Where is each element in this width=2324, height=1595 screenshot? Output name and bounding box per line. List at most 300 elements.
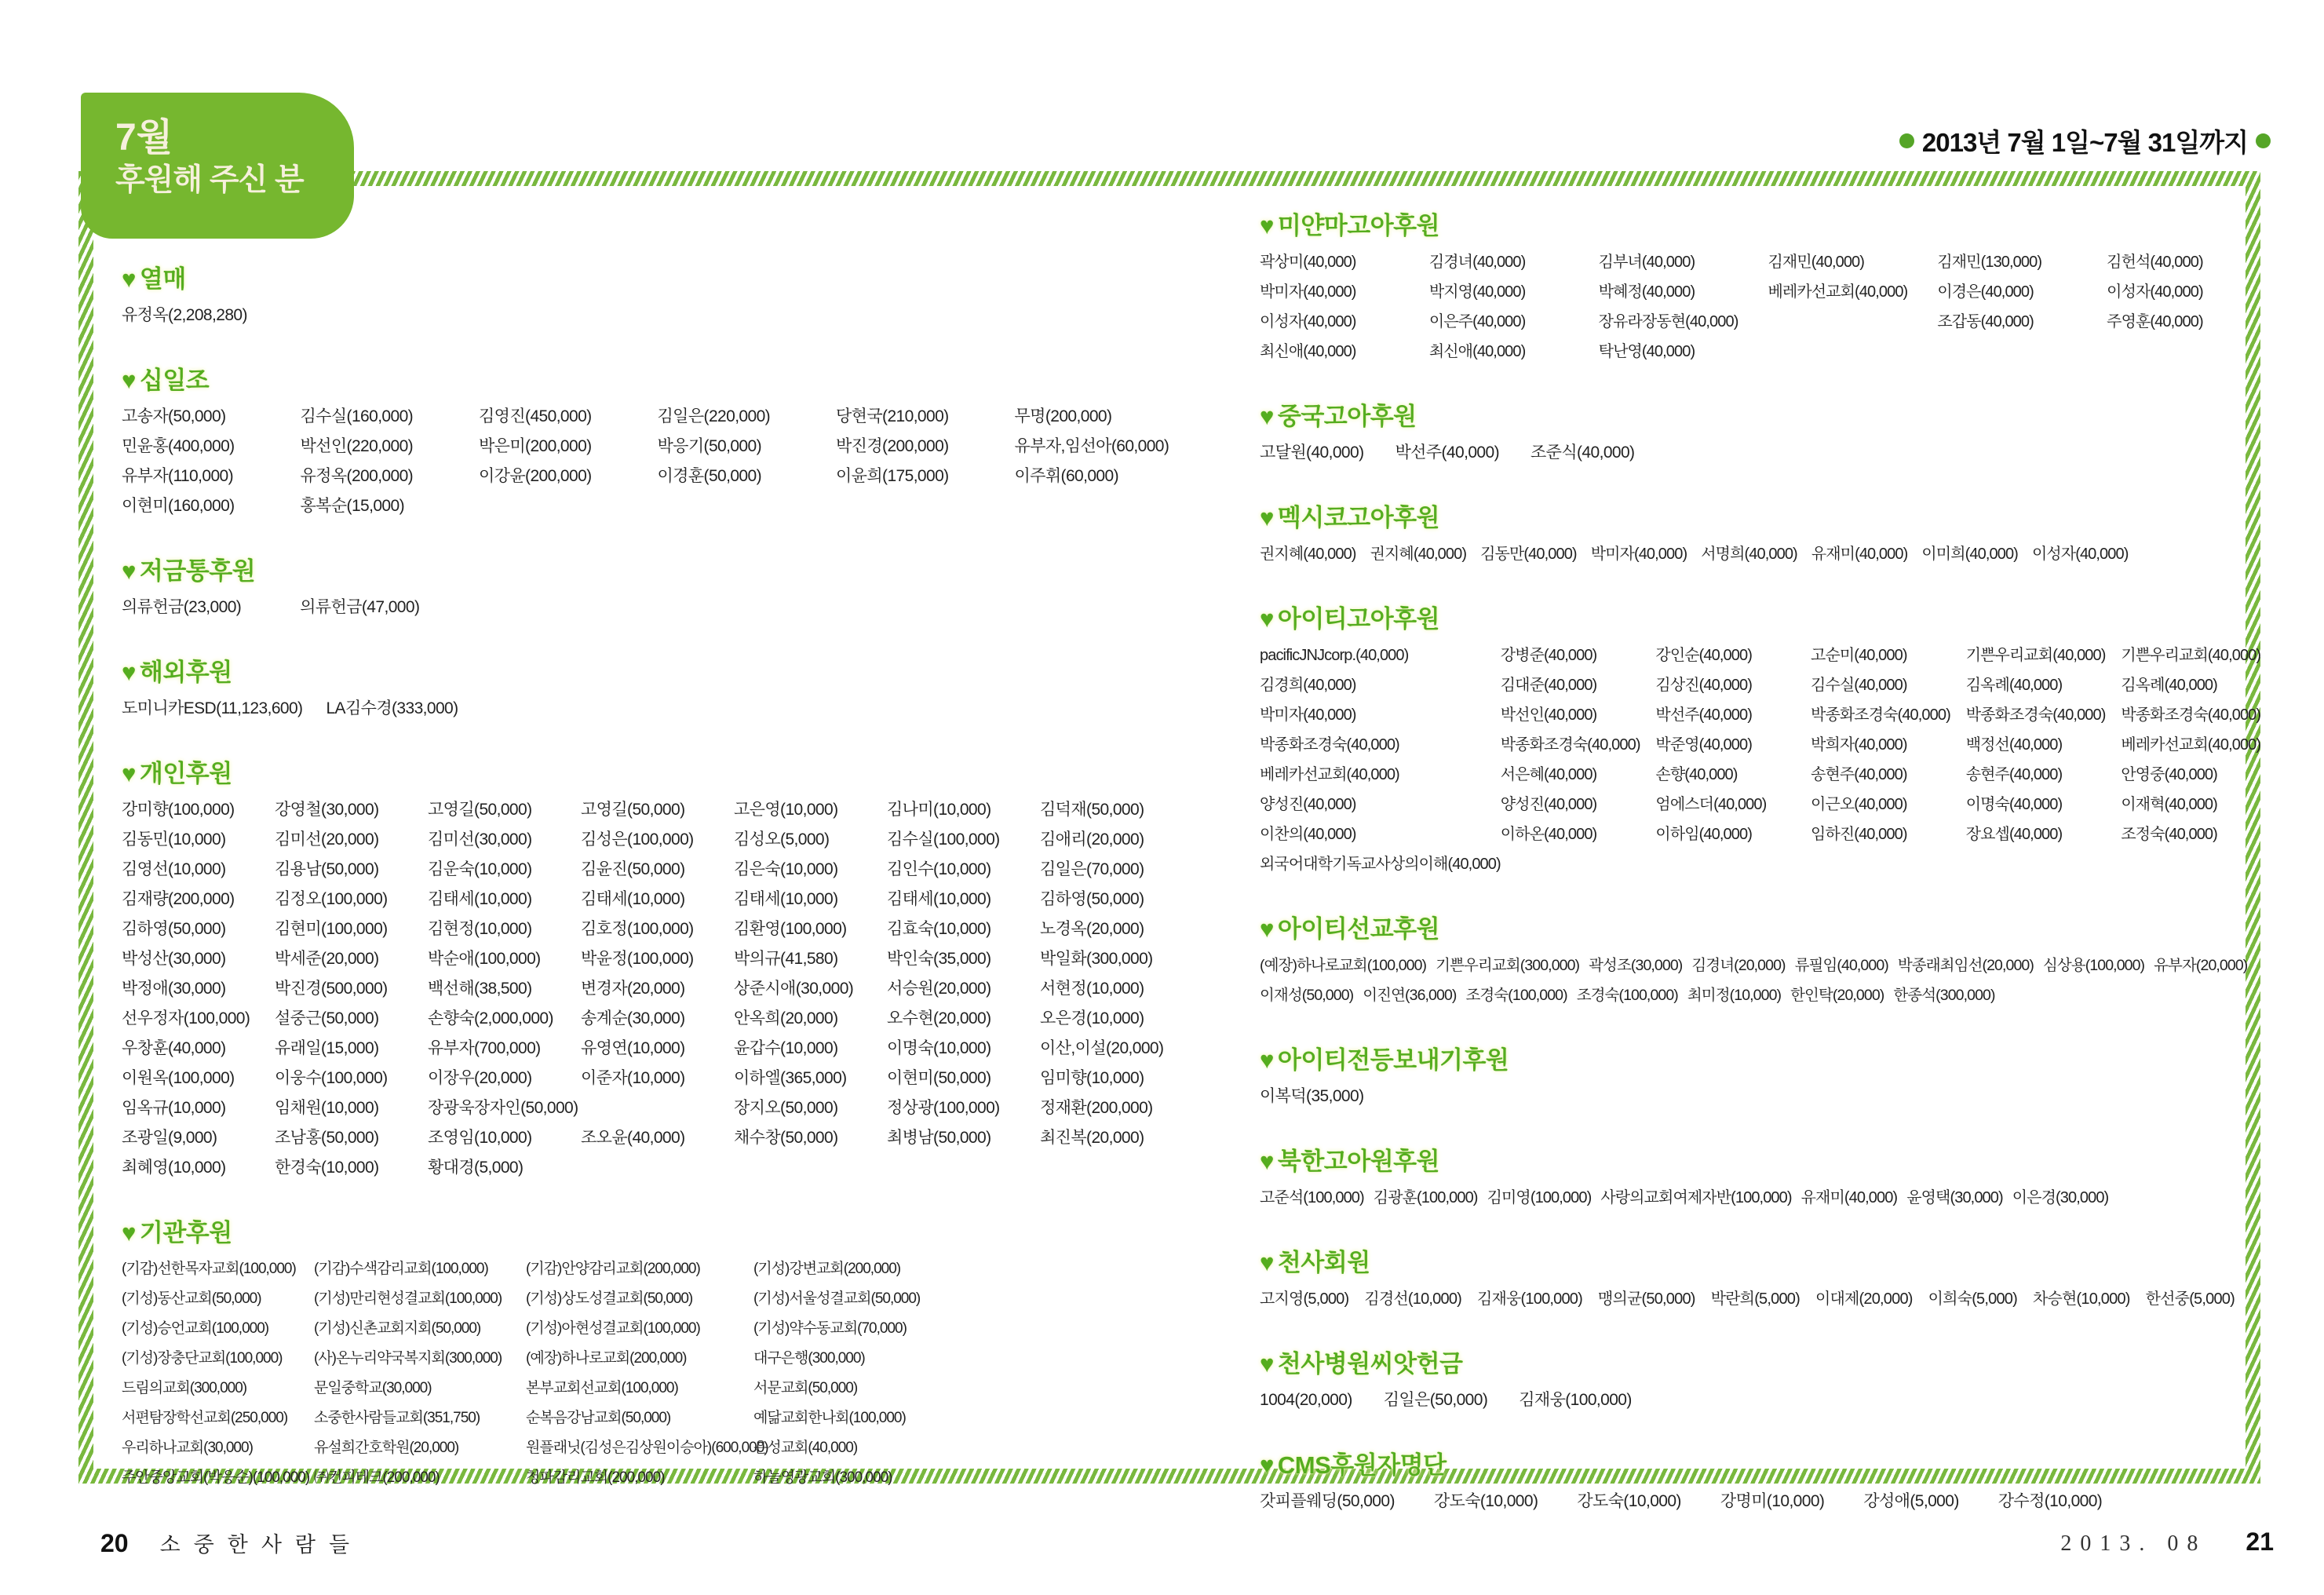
donor-item: 이윤희(175,000) <box>836 467 949 485</box>
donor-item: (기성)강변교회(200,000) <box>753 1261 901 1277</box>
donor-item: 오수현(20,000) <box>887 1009 991 1027</box>
donor-list <box>1260 438 2276 468</box>
donor-list <box>1260 641 2276 879</box>
donor-item: 유설희간호학원(20,000) <box>314 1440 459 1456</box>
donor-item: 박선인(220,000) <box>300 437 414 455</box>
section-title: ♥ 기관후원 <box>122 1219 232 1246</box>
donor-item: 이주휘(60,000) <box>1014 467 1118 485</box>
donor-item: 홍복순(15,000) <box>300 497 404 515</box>
donor-item: 박희자(40,000) <box>1811 736 1907 754</box>
donor-item: 박종화조경숙(40,000) <box>2121 706 2261 724</box>
donor-item: (예장)하나로교회(100,000) <box>1260 957 1427 974</box>
donor-item: 베레카선교회(40,000) <box>1260 766 1399 783</box>
donor-item: 김재웅(100,000) <box>1519 1391 1632 1409</box>
donor-item: 강수정(10,000) <box>1997 1492 2103 1510</box>
donor-item: 이웅수(100,000) <box>275 1069 388 1087</box>
donor-item: 김영진(450,000) <box>479 407 592 425</box>
magazine-title: 소중한사람들 <box>159 1533 363 1557</box>
donation-section <box>122 652 1193 724</box>
donor-item: 김정오(100,000) <box>275 890 388 908</box>
donor-item: 박종화조경숙(40,000) <box>1965 706 2106 724</box>
donor-item: 대구은행(300,000) <box>753 1350 865 1367</box>
donor-item: 임옥규(10,000) <box>122 1099 226 1117</box>
donor-item: 백정선(40,000) <box>1965 736 2063 754</box>
heart-icon: ♥ <box>122 265 136 293</box>
donor-item: 서문교회(50,000) <box>753 1380 858 1396</box>
heart-icon: ♥ <box>1260 403 1274 430</box>
donor-item: 김은숙(10,000) <box>734 860 838 878</box>
donor-item: 윤영택(30,000) <box>1906 1189 2003 1206</box>
donor-item: 윤갑수(10,000) <box>734 1039 838 1057</box>
donor-item: 채수창(50,000) <box>734 1129 838 1147</box>
donor-item: 안영중(40,000) <box>2121 766 2217 783</box>
donor-item: 심상용(100,000) <box>2042 957 2145 974</box>
donor-item: 이강윤(200,000) <box>479 467 592 485</box>
donor-item: 김부녀(40,000) <box>1598 254 1695 271</box>
donor-item: 강영철(30,000) <box>275 801 379 819</box>
heart-icon: ♥ <box>1260 1451 1274 1479</box>
donor-list <box>1260 1284 2276 1314</box>
donor-item: 이산,이설(20,000) <box>1040 1039 1164 1057</box>
donor-item: 강미향(100,000) <box>122 801 235 819</box>
donor-item: 청파감리교회(200,000) <box>526 1469 665 1486</box>
donor-item: 박의규(41,580) <box>734 950 838 968</box>
donor-item: 장광욱장자인(50,000) <box>428 1099 578 1117</box>
donor-item: 차승현(10,000) <box>2032 1290 2130 1308</box>
donor-item: 유부자(700,000) <box>428 1039 541 1057</box>
donor-item: 은성교회(40,000) <box>753 1440 858 1456</box>
donor-item: 박선인(40,000) <box>1500 706 1597 724</box>
donor-item: 이명숙(40,000) <box>1965 796 2063 813</box>
donor-list <box>122 1254 1193 1493</box>
section-title: ♥ 천사병원씨앗헌금 <box>1260 1350 1463 1378</box>
donation-section <box>1260 396 2276 468</box>
donor-list <box>1260 539 2276 569</box>
donor-item: 이대제(20,000) <box>1815 1290 1913 1308</box>
right-column <box>1260 206 2276 1546</box>
section-title: ♥ 해외후원 <box>122 659 232 686</box>
donor-item: 김하영(50,000) <box>1040 890 1144 908</box>
donor-item: 김헌석(40,000) <box>2107 254 2203 271</box>
donor-item: 하늘영광교회(300,000) <box>753 1469 892 1486</box>
donor-list <box>1260 1385 2276 1415</box>
donor-item: 김윤진(50,000) <box>581 860 685 878</box>
donor-item: (기성)약수동교회(70,000) <box>753 1320 907 1337</box>
donor-item: 장요셉(40,000) <box>1965 826 2063 843</box>
donor-item: 이경훈(50,000) <box>657 467 761 485</box>
donor-item: 조영임(10,000) <box>428 1129 532 1147</box>
donor-item: 원플래닛(김성은김상원이승아)(600,000) <box>526 1440 768 1456</box>
donor-item: 조경숙(100,000) <box>1576 987 1678 1004</box>
donor-item: 황대경(5,000) <box>428 1159 524 1177</box>
section-title: ♥ 북한고아원후원 <box>1260 1148 1440 1175</box>
donor-item: 강성애(5,000) <box>1863 1492 1959 1510</box>
section-title: ♥ 아이티선교후원 <box>1260 915 1440 943</box>
heart-icon: ♥ <box>1260 1046 1274 1074</box>
donor-item: 엄에스더(40,000) <box>1655 796 1767 813</box>
donor-item: 조갑동(40,000) <box>1937 313 2034 330</box>
donor-item: (사)온누리약국복지회(300,000) <box>314 1350 502 1367</box>
donor-item: 민윤홍(400,000) <box>122 437 235 455</box>
donor-item: 김경선(10,000) <box>1364 1290 1461 1308</box>
donation-section <box>122 1213 1193 1493</box>
section-title: ♥ 개인후원 <box>122 760 232 787</box>
donor-item: 유재미(40,000) <box>1800 1189 1898 1206</box>
donor-item: 김옥례(40,000) <box>1965 677 2063 694</box>
donor-item: 기쁜우리교회(300,000) <box>1436 957 1580 974</box>
donor-item: 문일중학교(30,000) <box>314 1380 432 1396</box>
donor-list <box>1260 951 2276 1010</box>
donor-item: 강인순(40,000) <box>1655 647 1752 664</box>
donor-item: 이하임(40,000) <box>1655 826 1752 843</box>
donor-item: 의류헌금(47,000) <box>300 598 420 616</box>
donor-item: 유영연(10,000) <box>581 1039 685 1057</box>
section-title: ♥ 십일조 <box>122 367 210 394</box>
donor-item: 갓피플웨딩(50,000) <box>1260 1492 1395 1510</box>
donor-item: 이근오(40,000) <box>1811 796 1907 813</box>
donor-item: 최병남(50,000) <box>887 1129 991 1147</box>
donor-item: 김현미(100,000) <box>275 920 388 938</box>
donor-list <box>122 593 1193 622</box>
donor-item: 본부교회선교회(100,000) <box>526 1380 678 1396</box>
donor-item: 류필임(40,000) <box>1794 957 1888 974</box>
donor-item: 김일은(50,000) <box>1383 1391 1488 1409</box>
section-title: ♥ 저금통후원 <box>122 557 256 585</box>
donor-list <box>1260 1183 2276 1213</box>
donor-item: 외국어대학기독교사상의이해(40,000) <box>1260 856 1501 873</box>
donor-item: 한선중(5,000) <box>2145 1290 2235 1308</box>
donor-item: (기성)신촌교회지회(50,000) <box>314 1320 481 1337</box>
donor-item: 고영길(50,000) <box>581 801 685 819</box>
donor-item: 이장우(20,000) <box>428 1069 532 1087</box>
donor-item: 유정옥(2,208,280) <box>122 306 247 324</box>
section-title: ♥ 아이티전등보내기후원 <box>1260 1046 1509 1074</box>
donor-item: 김용남(50,000) <box>275 860 379 878</box>
donor-item: 우리하나교회(30,000) <box>122 1440 253 1456</box>
donor-item: (기성)서울성결교회(50,000) <box>753 1290 921 1307</box>
donation-section <box>1260 599 2276 879</box>
donor-item: 안옥희(20,000) <box>734 1009 838 1027</box>
heart-icon: ♥ <box>1260 1148 1274 1175</box>
donor-item: 선우정자(100,000) <box>122 1009 250 1027</box>
bullet-icon <box>1899 133 1914 148</box>
donor-item: 김성오(5,000) <box>734 830 830 849</box>
donor-item: 박일화(300,000) <box>1040 950 1153 968</box>
donor-item: 장유라장동현(40,000) <box>1598 313 1738 330</box>
donor-item: 김옥례(40,000) <box>2121 677 2217 694</box>
donor-list <box>122 694 1193 724</box>
heart-icon: ♥ <box>1260 212 1274 239</box>
donor-item: 이원옥(100,000) <box>122 1069 235 1087</box>
donor-item: 조경숙(100,000) <box>1465 987 1567 1004</box>
section-title: ♥ CMS후원자명단 <box>1260 1451 1447 1479</box>
donor-item: 김덕재(50,000) <box>1040 801 1144 819</box>
donor-item: 우창훈(40,000) <box>122 1039 226 1057</box>
donor-item: 송현주(40,000) <box>1965 766 2063 783</box>
donor-item: 김상진(40,000) <box>1655 677 1752 694</box>
page-number-right: 21 <box>2246 1527 2274 1556</box>
donor-item: (기성)만리현성결교회(100,000) <box>314 1290 502 1307</box>
donor-item: 박선주(40,000) <box>1395 443 1499 462</box>
donor-item: LA김수경(333,000) <box>326 699 458 717</box>
donor-list <box>1260 1487 2276 1517</box>
donor-item: 최진복(20,000) <box>1040 1129 1144 1147</box>
donor-item: 변경자(20,000) <box>581 980 685 998</box>
donor-item: 박진경(500,000) <box>275 980 388 998</box>
section-title: ♥ 멕시코고아후원 <box>1260 504 1440 531</box>
donor-item: 송계순(30,000) <box>581 1009 685 1027</box>
heart-icon: ♥ <box>1260 1350 1274 1378</box>
heart-icon: ♥ <box>1260 915 1274 943</box>
donor-list <box>122 402 1193 521</box>
donor-item: 박종화조경숙(40,000) <box>1500 736 1640 754</box>
donor-item: 최미정(10,000) <box>1687 987 1782 1004</box>
donor-item: 김나미(10,000) <box>887 801 991 819</box>
issue-date: 2013. 08 <box>2060 1531 2207 1556</box>
donor-item: 이성자(40,000) <box>2031 546 2129 563</box>
donation-section <box>1260 1445 2276 1517</box>
donor-item: 1004(20,000) <box>1260 1391 1352 1409</box>
donor-item: ㈜컨피테크(200,000) <box>314 1469 440 1486</box>
donor-item: pacificJNJcorp.(40,000) <box>1260 647 1409 664</box>
donation-section <box>122 259 1193 330</box>
donor-item: 유부자,임선아(60,000) <box>1014 437 1169 455</box>
date-range <box>1899 122 2271 159</box>
donor-item: 김운숙(10,000) <box>428 860 532 878</box>
page-title: 후원해 주신 분 <box>115 163 304 197</box>
donor-item: 곽성조(30,000) <box>1589 957 1683 974</box>
donor-item: 김수실(160,000) <box>300 407 414 425</box>
donor-item: 박란희(5,000) <box>1710 1290 1800 1308</box>
donor-item: 강도숙(10,000) <box>1577 1492 1681 1510</box>
donor-item: 김호정(100,000) <box>581 920 694 938</box>
donor-item: 도미니카ESD(11,123,600) <box>122 699 303 717</box>
donor-list <box>1260 247 2276 367</box>
donor-item: 이희숙(5,000) <box>1928 1290 2017 1308</box>
donation-section <box>1260 206 2276 367</box>
donor-item: 김영선(10,000) <box>122 860 226 878</box>
section-title: ♥ 천사회원 <box>1260 1249 1370 1276</box>
donor-item: 박은미(200,000) <box>479 437 592 455</box>
donor-item: (기감)수색감리교회(100,000) <box>314 1261 488 1277</box>
donor-item: 유부자(20,000) <box>2154 957 2248 974</box>
donor-item: 강명미(10,000) <box>1720 1492 1825 1510</box>
donor-item: 김재량(200,000) <box>122 890 235 908</box>
section-title: ♥ 아이티고아후원 <box>1260 605 1440 633</box>
donor-item: 박윤정(100,000) <box>581 950 694 968</box>
donor-item: (기감)안양감리교회(200,000) <box>526 1261 700 1277</box>
donor-item: 김미선(30,000) <box>428 830 532 849</box>
donor-item: 손향(40,000) <box>1655 766 1738 783</box>
donor-item: 한종석(300,000) <box>1893 987 1995 1004</box>
donor-item: 박혜정(40,000) <box>1598 283 1695 301</box>
donor-item: 이찬의(40,000) <box>1260 826 1356 843</box>
donor-item: (기성)장충단교회(100,000) <box>122 1350 283 1367</box>
donor-item: (기성)아현성결교회(100,000) <box>526 1320 700 1337</box>
donation-section <box>1260 1344 2276 1415</box>
donor-item: 노경옥(20,000) <box>1040 920 1144 938</box>
donor-item: 한인탁(20,000) <box>1790 987 1884 1004</box>
donor-item: 무명(200,000) <box>1014 407 1112 425</box>
donor-item: 김동만(40,000) <box>1480 546 1577 563</box>
donor-item: 박미자(40,000) <box>1590 546 1687 563</box>
donor-item: 베레카선교회(40,000) <box>1768 283 1908 301</box>
donor-item: 장지오(50,000) <box>734 1099 838 1117</box>
donor-item: 이성자(40,000) <box>1260 313 1356 330</box>
donor-item: 김태세(10,000) <box>887 890 991 908</box>
donor-item: 의류헌금(23,000) <box>122 598 242 616</box>
donor-item: 김환영(100,000) <box>734 920 847 938</box>
donor-item: 강도숙(10,000) <box>1433 1492 1538 1510</box>
donor-item: 이미희(40,000) <box>1921 546 2018 563</box>
donor-item: 김태세(10,000) <box>428 890 532 908</box>
donor-item: 이준자(10,000) <box>581 1069 685 1087</box>
donor-item: 김재웅(100,000) <box>1477 1290 1582 1308</box>
donor-item: 주영훈(40,000) <box>2107 313 2203 330</box>
donor-item: 조오윤(40,000) <box>581 1129 685 1147</box>
donor-item: 조정숙(40,000) <box>2121 826 2217 843</box>
month-label: 7월 <box>115 117 173 159</box>
donor-item: 박종래최임선(20,000) <box>1897 957 2034 974</box>
donor-item: 이은경(30,000) <box>2012 1189 2109 1206</box>
donor-list <box>122 795 1193 1183</box>
donor-item: 이명숙(10,000) <box>887 1039 991 1057</box>
donor-item: 강병준(40,000) <box>1500 647 1597 664</box>
donor-item: 백선해(38,500) <box>428 980 532 998</box>
donation-section <box>1260 909 2276 1010</box>
donor-list <box>122 301 1193 330</box>
donor-item: 김재민(130,000) <box>1937 254 2042 271</box>
donor-item: 기쁜우리교회(40,000) <box>1965 647 2106 664</box>
donor-item: 탁난영(40,000) <box>1598 343 1695 360</box>
donor-item: 김미선(20,000) <box>275 830 379 849</box>
donor-item: 조준식(40,000) <box>1530 443 1635 462</box>
donor-item: 이진연(36,000) <box>1363 987 1457 1004</box>
footer-left <box>100 1527 363 1558</box>
donor-item: 고은영(10,000) <box>734 801 838 819</box>
donor-item: 서현정(10,000) <box>1040 980 1144 998</box>
donor-item: 양성진(40,000) <box>1260 796 1356 813</box>
donor-item: 김경희(40,000) <box>1260 677 1356 694</box>
donor-item: 김수실(40,000) <box>1811 677 1907 694</box>
donor-item: 박세준(20,000) <box>275 950 379 968</box>
donation-section <box>1260 498 2276 569</box>
donor-item: 박진경(200,000) <box>836 437 949 455</box>
donor-item: (기성)동산교회(50,000) <box>122 1290 261 1307</box>
donor-item: 맹의균(50,000) <box>1597 1290 1695 1308</box>
donor-item: 이성자(40,000) <box>2107 283 2203 301</box>
donor-item: 드림의교회(300,000) <box>122 1380 247 1396</box>
donor-item: 김경녀(20,000) <box>1691 957 1786 974</box>
donor-item: 베레카선교회(40,000) <box>2121 736 2261 754</box>
donor-item: 이재혁(40,000) <box>2121 796 2217 813</box>
donor-item: 당현국(210,000) <box>836 407 949 425</box>
donor-item: (기성)상도성결교회(50,000) <box>526 1290 693 1307</box>
donor-item: 임미향(10,000) <box>1040 1069 1144 1087</box>
donor-item: 이하엘(365,000) <box>734 1069 847 1087</box>
page-number-left: 20 <box>100 1529 129 1557</box>
donor-item: 권지혜(40,000) <box>1260 546 1356 563</box>
heart-icon: ♥ <box>122 760 136 787</box>
donor-item: 조광일(9,000) <box>122 1129 217 1147</box>
donor-item: 김애리(20,000) <box>1040 830 1144 849</box>
donor-item: 김태세(10,000) <box>734 890 838 908</box>
donor-item: 김동민(10,000) <box>122 830 226 849</box>
heart-icon: ♥ <box>122 367 136 394</box>
donor-item: 최신애(40,000) <box>1428 343 1526 360</box>
month-title-box <box>81 93 354 239</box>
donor-item: 임채원(10,000) <box>275 1099 379 1117</box>
donor-item: 이현미(160,000) <box>122 497 235 515</box>
donor-item: 김광훈(100,000) <box>1373 1189 1478 1206</box>
donor-item: 양성진(40,000) <box>1500 796 1597 813</box>
donor-list <box>1260 1082 2276 1111</box>
donor-item: 박종화조경숙(40,000) <box>1811 706 1950 724</box>
donor-item: 유부자(110,000) <box>122 467 233 485</box>
footer-right <box>2060 1527 2274 1557</box>
donor-item: 박미자(40,000) <box>1260 283 1356 301</box>
donor-item: 김일은(70,000) <box>1040 860 1144 878</box>
donor-item: 김하영(50,000) <box>122 920 226 938</box>
donor-item: 사랑의교회여제자반(100,000) <box>1600 1189 1792 1206</box>
donor-item: 이현미(50,000) <box>887 1069 991 1087</box>
donation-section <box>122 360 1193 521</box>
donor-item: 주안중앙교회(박응순)(100,000) <box>122 1469 310 1486</box>
donor-item: 김성은(100,000) <box>581 830 694 849</box>
donor-item: 고순미(40,000) <box>1811 647 1907 664</box>
donor-item: 김대준(40,000) <box>1500 677 1597 694</box>
donor-item: 한경숙(10,000) <box>275 1159 379 1177</box>
donor-item: 송현주(40,000) <box>1811 766 1907 783</box>
donor-item: 이은주(40,000) <box>1428 313 1526 330</box>
donor-item: 박인숙(35,000) <box>887 950 991 968</box>
donor-item: 김일은(220,000) <box>657 407 771 425</box>
donor-item: 곽상미(40,000) <box>1260 254 1356 271</box>
donor-item: 고영길(50,000) <box>428 801 532 819</box>
section-title: ♥ 중국고아후원 <box>1260 403 1417 430</box>
donor-item: 박정애(30,000) <box>122 980 226 998</box>
bullet-icon <box>2256 133 2271 148</box>
donor-item: 이재성(50,000) <box>1260 987 1354 1004</box>
donor-item: 김현정(10,000) <box>428 920 532 938</box>
donor-item: 최혜영(10,000) <box>122 1159 226 1177</box>
donor-item: 김태세(10,000) <box>581 890 685 908</box>
donor-item: 김미영(100,000) <box>1487 1189 1592 1206</box>
donor-item: 서은혜(40,000) <box>1500 766 1597 783</box>
donor-item: 임하진(40,000) <box>1811 826 1907 843</box>
donor-item: 김수실(100,000) <box>887 830 1000 849</box>
donor-item: 서승원(20,000) <box>887 980 991 998</box>
donor-item: 박순애(100,000) <box>428 950 541 968</box>
donor-item: 상준시애(30,000) <box>734 980 854 998</box>
donor-item: 정재환(200,000) <box>1040 1099 1153 1117</box>
donor-item: 유정옥(200,000) <box>300 467 414 485</box>
donor-item: 최신애(40,000) <box>1260 343 1356 360</box>
heart-icon: ♥ <box>122 1219 136 1246</box>
donor-item: 고달원(40,000) <box>1260 443 1364 462</box>
donor-item: 조남홍(50,000) <box>275 1129 379 1147</box>
donor-item: 김재민(40,000) <box>1768 254 1865 271</box>
donor-item: 서편탐장학선교회(250,000) <box>122 1410 288 1426</box>
donor-item: 소중한사람들교회(351,750) <box>314 1410 480 1426</box>
donation-section <box>1260 1243 2276 1314</box>
donation-section <box>1260 1040 2276 1111</box>
donation-section <box>1260 1141 2276 1213</box>
section-title: ♥ 열매 <box>122 265 186 293</box>
donor-item: 박지영(40,000) <box>1428 283 1526 301</box>
donation-section <box>122 754 1193 1183</box>
heart-icon: ♥ <box>122 659 136 686</box>
